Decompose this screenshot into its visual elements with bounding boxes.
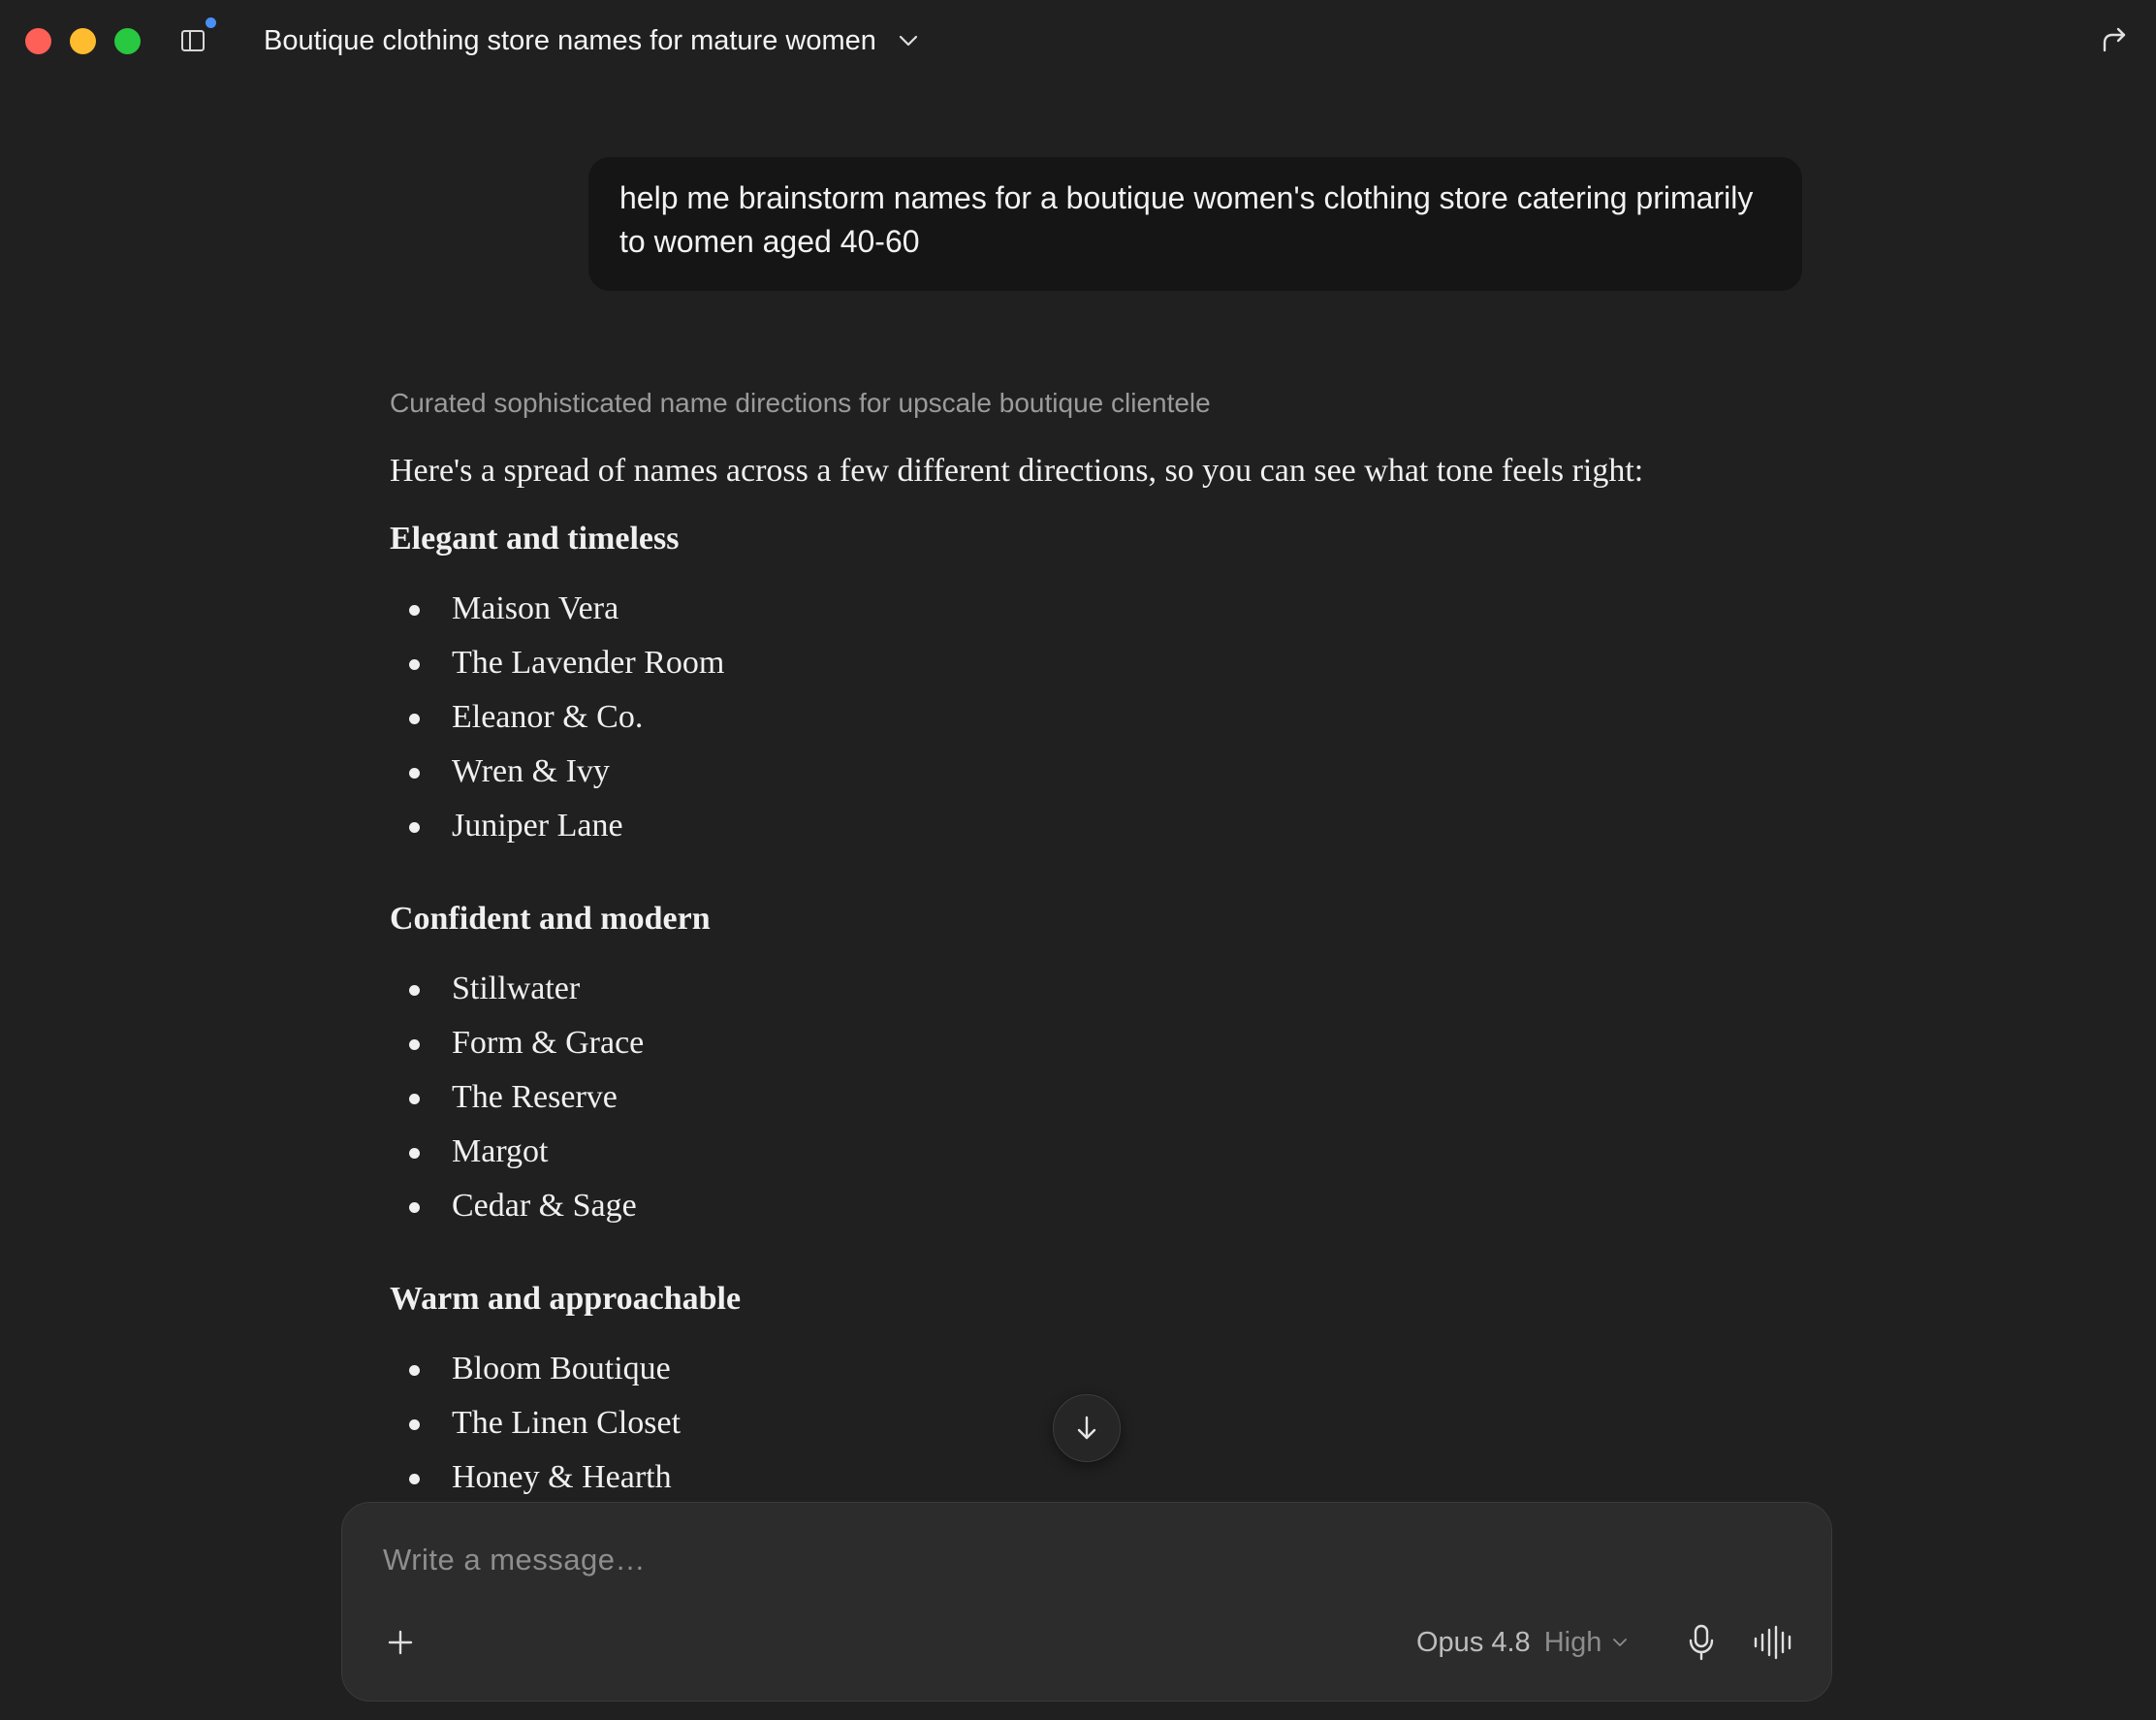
thinking-summary[interactable]: Curated sophisticated name directions for upscale boutique clientele: [390, 388, 1211, 418]
list-item: Margot: [390, 1125, 1805, 1179]
chat-title: Boutique clothing store names for mature women: [264, 24, 876, 56]
chevron-down-icon: [898, 30, 919, 51]
list-item: The Reserve: [390, 1070, 1805, 1125]
model-name: Opus 4.8: [1416, 1626, 1531, 1658]
list-item: The Lavender Room: [390, 636, 1805, 690]
window-minimize-button[interactable]: [70, 28, 96, 54]
microphone-icon: [1687, 1623, 1716, 1662]
assistant-response: [390, 444, 1805, 1505]
list-item: Bloom Boutique: [390, 1342, 1805, 1396]
list-item: Form & Grace: [390, 1016, 1805, 1070]
model-selector[interactable]: [1416, 1621, 1629, 1664]
list-item: The Linen Closet: [390, 1396, 1805, 1450]
list-item: Cedar & Sage: [390, 1179, 1805, 1233]
list-item: Maison Vera: [390, 582, 1805, 636]
scroll-to-bottom-button[interactable]: [1053, 1394, 1121, 1462]
share-icon[interactable]: [2098, 23, 2131, 56]
chevron-down-icon: [1611, 1634, 1629, 1651]
notification-dot: [206, 17, 216, 28]
name-list: [390, 962, 1805, 1233]
add-attachment-button[interactable]: [381, 1623, 420, 1662]
chat-title-menu[interactable]: [264, 19, 919, 62]
arrow-down-icon: [1072, 1414, 1101, 1443]
voice-mode-button[interactable]: [1752, 1621, 1796, 1664]
sidebar-toggle-icon[interactable]: [180, 28, 206, 53]
user-message-text: help me brainstorm names for a boutique women's clothing store catering primarily to women aged 40-60: [619, 180, 1754, 259]
list-item: Honey & Hearth: [390, 1450, 1805, 1505]
user-message: [588, 157, 1802, 291]
name-list: [390, 582, 1805, 853]
list-item: Eleanor & Co.: [390, 690, 1805, 745]
voice-waveform-icon: [1752, 1625, 1796, 1660]
section-heading: Confident and modern: [390, 901, 711, 937]
dictation-button[interactable]: [1682, 1619, 1721, 1666]
section-heading: Warm and approachable: [390, 1281, 742, 1317]
message-input[interactable]: [383, 1536, 1740, 1584]
response-intro: Here's a spread of names across a few different directions, so you can see what tone feels right:: [390, 453, 1644, 489]
message-composer: [341, 1502, 1832, 1702]
window-close-button[interactable]: [25, 28, 51, 54]
plus-icon: [387, 1629, 414, 1656]
list-item: Stillwater: [390, 962, 1805, 1016]
effort-level: High: [1543, 1626, 1602, 1658]
list-item: Wren & Ivy: [390, 745, 1805, 799]
window-zoom-button[interactable]: [114, 28, 141, 54]
list-item: Juniper Lane: [390, 799, 1805, 853]
section-heading: Elegant and timeless: [390, 521, 680, 557]
title-bar: [0, 0, 2156, 81]
